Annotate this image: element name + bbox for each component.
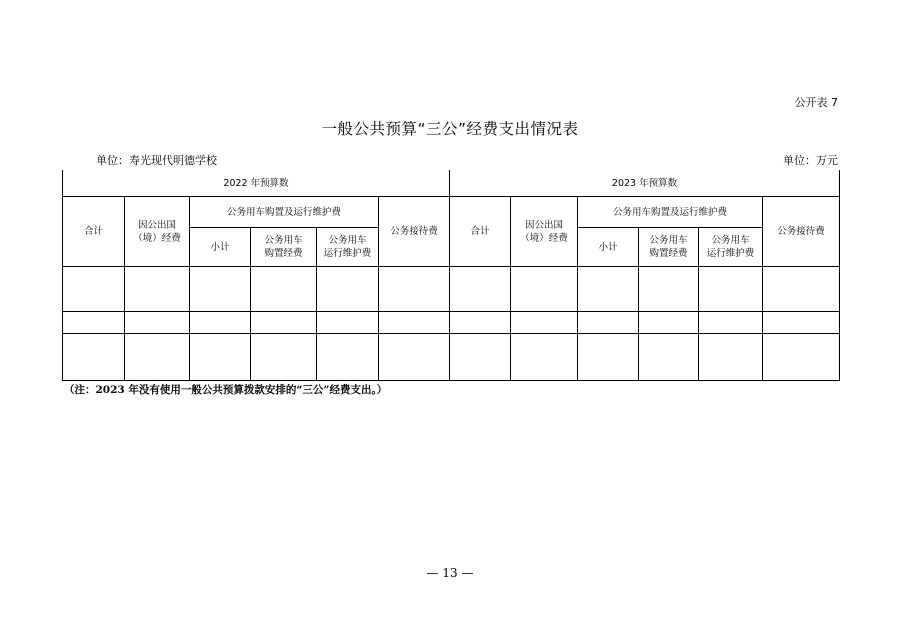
table-cell — [317, 312, 379, 334]
table-header-row-groups — [63, 197, 840, 228]
table-cell — [578, 312, 639, 334]
table-cell — [190, 334, 251, 381]
table-note: （注：2023 年没有使用一般公共预算拨款安排的“三公”经费支出。） — [64, 384, 388, 396]
table-cell — [450, 334, 511, 381]
page-title: 一般公共预算“三公”经费支出情况表 — [321, 120, 579, 138]
table-cell — [379, 267, 450, 312]
operate-label-line1: 公务用车 — [328, 235, 367, 246]
purchase-label-line2: 购置经费 — [264, 248, 303, 259]
table-cell — [699, 334, 763, 381]
header-2023-reception: 公务接待费 — [763, 197, 840, 267]
table-cell — [511, 334, 578, 381]
abroad-label-line1: 因公出国 — [525, 219, 564, 231]
table-cell — [125, 312, 190, 334]
header-2023-subtotal: 小计 — [578, 228, 639, 267]
table-cell — [379, 312, 450, 334]
table-cell — [125, 334, 190, 381]
table-cell — [578, 267, 639, 312]
table-cell — [763, 334, 840, 381]
table-cell — [450, 312, 511, 334]
header-2022-total: 合计 — [63, 197, 125, 267]
operate-label-line2: 运行维护费 — [323, 248, 372, 259]
table-cell — [317, 334, 379, 381]
table-cell — [317, 267, 379, 312]
table-cell — [125, 267, 190, 312]
table-cell — [63, 267, 125, 312]
unit-currency: 单位：万元 — [783, 154, 838, 167]
header-2022-purchase — [251, 228, 317, 267]
header-2022-budget: 2022 年预算数 — [63, 170, 450, 197]
header-2022-abroad — [125, 197, 190, 267]
header-2023-operate — [699, 228, 763, 267]
purchase-label-line1: 公务用车 — [264, 235, 303, 246]
abroad-label-line2: （境）经费 — [520, 232, 568, 244]
header-2022-subtotal: 小计 — [190, 228, 251, 267]
purchase-label-line1: 公务用车 — [649, 235, 688, 246]
table-cell — [763, 312, 840, 334]
page-number: — 13 — — [426, 566, 474, 580]
header-2023-total: 合计 — [450, 197, 511, 267]
table-cell — [251, 267, 317, 312]
header-2022-vehicle-group: 公务用车购置及运行维护费 — [190, 197, 379, 228]
table-row — [63, 312, 840, 334]
table-cell — [639, 312, 699, 334]
table-cell — [450, 267, 511, 312]
header-2022-reception: 公务接待费 — [379, 197, 450, 267]
table-cell — [578, 334, 639, 381]
table-cell — [511, 267, 578, 312]
unit-organization: 单位：寿光现代明德学校 — [96, 154, 217, 167]
table-cell — [63, 334, 125, 381]
table-cell — [699, 267, 763, 312]
table-cell — [379, 334, 450, 381]
header-2023-budget: 2023 年预算数 — [450, 170, 840, 197]
table-cell — [639, 334, 699, 381]
header-2023-abroad — [511, 197, 578, 267]
table-row — [63, 267, 840, 312]
table-cell — [763, 267, 840, 312]
table-cell — [63, 312, 125, 334]
header-2023-purchase — [639, 228, 699, 267]
operate-label-line2: 运行维护费 — [706, 248, 755, 259]
table-cell — [511, 312, 578, 334]
table-cell — [251, 312, 317, 334]
table-cell — [699, 312, 763, 334]
header-2023-vehicle-group: 公务用车购置及运行维护费 — [578, 197, 763, 228]
table-cell — [190, 312, 251, 334]
table-cell — [190, 267, 251, 312]
operate-label-line1: 公务用车 — [711, 235, 750, 246]
abroad-label-line1: 因公出国 — [137, 219, 176, 231]
table-cell — [251, 334, 317, 381]
table-cell — [639, 267, 699, 312]
table-header-row-years — [63, 170, 840, 197]
abroad-label-line2: （境）经费 — [133, 232, 181, 244]
table-row — [63, 334, 840, 381]
form-number: 公开表 7 — [794, 96, 838, 109]
purchase-label-line2: 购置经费 — [649, 248, 688, 259]
header-2022-operate — [317, 228, 379, 267]
expenditure-table — [62, 170, 840, 381]
